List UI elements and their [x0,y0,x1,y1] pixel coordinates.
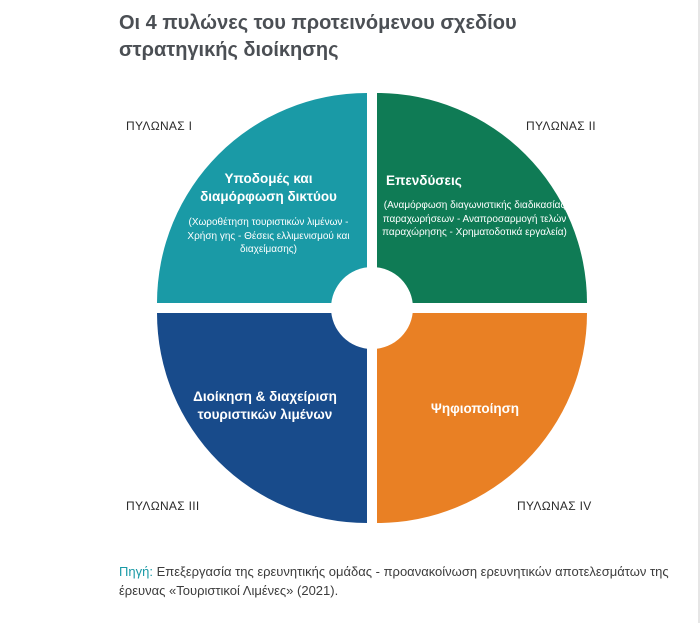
diagram-title: Οι 4 πυλώνες του προτεινόμενου σχεδίου στρατηγικής διοίκησης [119,12,517,61]
source-note [119,562,679,600]
pillar-4-heading: Ψηφιοποίηση [430,401,520,416]
pillar-1-detail: (Χωροθέτηση τουριστικών λιμένων - Χρήση γης - Θέσεις ελλιμενισμού και διαχείμασης) [187,217,350,255]
pillar-4-quadrant [377,313,587,523]
source-text: Επεξεργασία της ερευνητικής ομάδας - προανακοίνωση ερευνητικών αποτελεσμάτων της έρευνας «Τουριστικοί Λιμένες» (2021). [119,564,669,598]
pillar-2-label: ΠΥΛΩΝΑΣ ΙΙ [526,119,596,133]
pillar-3-text [180,388,350,424]
pillar-2-text [382,172,567,240]
source-label: Πηγή: [119,564,153,579]
pillar-1-heading: Υποδομές και διαμόρφωση δικτύου [200,171,337,204]
pillar-4-text [395,400,555,418]
pillar-1-label: ΠΥΛΩΝΑΣ Ι [126,119,193,133]
pillar-1-text [186,170,351,257]
pillar-3-label: ΠΥΛΩΝΑΣ ΙΙΙ [126,499,200,513]
pillar-4-label: ΠΥΛΩΝΑΣ ΙV [517,499,592,513]
pillar-2-detail: (Αναμόρφωση διαγωνιστικής διαδικασίας παραχωρήσεων - Αναπροσαρμογή τελών παραχώρησης - Χρηματοδοτικά εργαλεία) [382,200,567,238]
pillar-2-heading: Επενδύσεις [386,173,462,188]
center-circle [331,267,413,349]
pillar-3-heading: Διοίκηση & διαχείριση τουριστικών λιμένων [193,389,337,422]
